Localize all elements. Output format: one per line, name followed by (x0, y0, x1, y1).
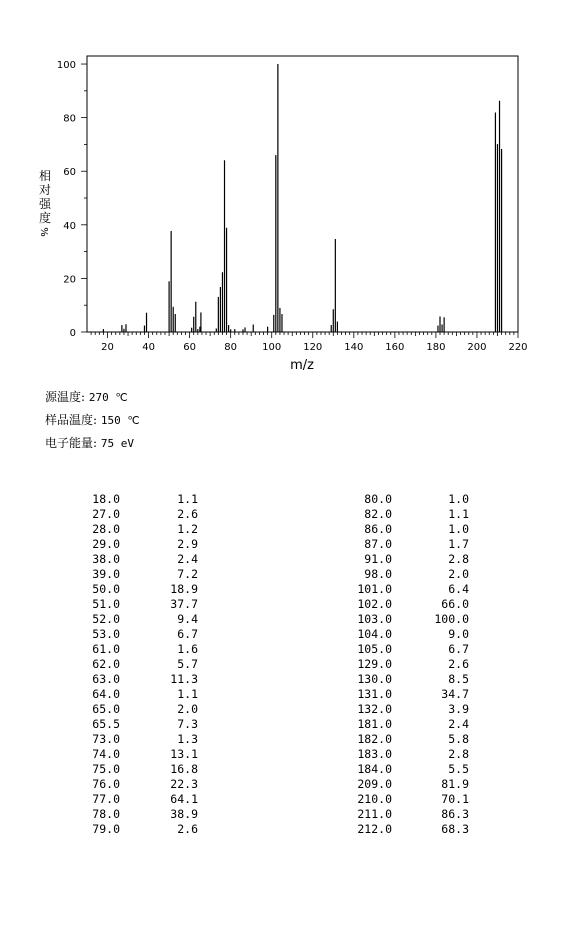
right-cell-intensity: 2.8 (448, 552, 469, 566)
right-cell-intensity: 8.5 (448, 672, 469, 686)
table-row (0, 672, 570, 687)
left-cell-mz: 52.0 (92, 612, 120, 626)
y-axis-title-char: 相 (38, 169, 52, 183)
y-axis-title-char: 强 (38, 197, 52, 211)
source-temperature-label: 源温度: (45, 390, 86, 404)
table-row (0, 537, 570, 552)
right-cell-intensity: 100.0 (434, 612, 469, 626)
table-row (0, 717, 570, 732)
left-cell-mz: 39.0 (92, 567, 120, 581)
right-cell-mz: 103.0 (357, 612, 392, 626)
y-axis-unit: % (38, 227, 49, 237)
source-temperature-value: 270 ℃ (88, 391, 128, 404)
left-cell-intensity: 18.9 (170, 582, 198, 596)
x-tick-label: 20 (101, 342, 114, 353)
y-tick-label: 80 (63, 113, 76, 125)
right-cell-mz: 91.0 (364, 552, 392, 566)
y-tick-label: 40 (63, 220, 76, 232)
left-cell-intensity: 37.7 (170, 597, 198, 611)
left-cell-intensity: 1.1 (177, 492, 198, 506)
left-cell-intensity: 38.9 (170, 807, 198, 821)
x-tick-label: 180 (426, 342, 446, 353)
right-cell-intensity: 1.1 (448, 507, 469, 521)
right-cell-mz: 101.0 (357, 582, 392, 596)
table-row (0, 492, 570, 507)
table-row (0, 777, 570, 792)
y-axis-ticks (57, 60, 87, 339)
plot-frame (87, 56, 518, 332)
table-row (0, 732, 570, 747)
left-cell-mz: 27.0 (92, 507, 120, 521)
right-cell-intensity: 86.3 (441, 807, 469, 821)
spectrum-bars (103, 64, 501, 332)
left-cell-mz: 28.0 (92, 522, 120, 536)
left-cell-intensity: 1.1 (177, 687, 198, 701)
left-cell-intensity: 2.9 (177, 537, 198, 551)
right-cell-mz: 105.0 (357, 642, 392, 656)
right-cell-mz: 181.0 (357, 717, 392, 731)
right-cell-mz: 183.0 (357, 747, 392, 761)
table-row (0, 522, 570, 537)
left-cell-intensity: 1.3 (177, 732, 198, 746)
x-axis-ticks (91, 332, 527, 353)
left-cell-mz: 64.0 (92, 687, 120, 701)
table-row (0, 582, 570, 597)
table-row (0, 762, 570, 777)
right-cell-mz: 212.0 (357, 822, 392, 836)
left-cell-mz: 76.0 (92, 777, 120, 791)
y-tick-label: 100 (56, 60, 76, 72)
right-cell-mz: 211.0 (357, 807, 392, 821)
electron-energy (45, 436, 134, 451)
y-axis-title-char: 度 (38, 211, 52, 225)
x-tick-label: 60 (183, 342, 196, 353)
left-cell-mz: 63.0 (92, 672, 120, 686)
left-cell-mz: 50.0 (92, 582, 120, 596)
right-cell-intensity: 34.7 (441, 687, 469, 701)
left-cell-mz: 65.5 (92, 717, 120, 731)
right-cell-mz: 130.0 (357, 672, 392, 686)
left-cell-intensity: 9.4 (177, 612, 198, 626)
x-tick-label: 80 (224, 342, 238, 353)
right-cell-mz: 82.0 (364, 507, 392, 521)
left-cell-mz: 79.0 (92, 822, 120, 836)
left-cell-mz: 51.0 (92, 597, 120, 611)
left-cell-mz: 53.0 (92, 627, 120, 641)
right-cell-intensity: 1.0 (448, 522, 469, 536)
left-cell-intensity: 2.6 (177, 507, 198, 521)
right-cell-mz: 87.0 (364, 537, 392, 551)
left-cell-intensity: 7.3 (177, 717, 198, 731)
table-row (0, 822, 570, 837)
right-cell-mz: 131.0 (357, 687, 392, 701)
sample-temperature-value: 150 ℃ (100, 414, 140, 427)
right-cell-mz: 104.0 (357, 627, 392, 641)
y-axis-title-char: 对 (38, 183, 52, 197)
left-cell-mz: 61.0 (92, 642, 120, 656)
table-row (0, 552, 570, 567)
left-cell-mz: 29.0 (92, 537, 120, 551)
right-cell-intensity: 9.0 (448, 627, 469, 641)
left-cell-mz: 62.0 (92, 657, 120, 671)
right-cell-mz: 184.0 (357, 762, 392, 776)
x-tick-label: 40 (142, 342, 155, 353)
right-cell-intensity: 70.1 (441, 792, 469, 806)
left-cell-intensity: 6.7 (177, 627, 198, 641)
right-cell-mz: 102.0 (357, 597, 392, 611)
mass-spectrum-chart (0, 0, 570, 380)
right-cell-intensity: 2.6 (448, 657, 469, 671)
right-cell-mz: 132.0 (357, 702, 392, 716)
right-cell-intensity: 5.5 (448, 762, 469, 776)
electron-energy-label: 电子能量: (45, 436, 98, 450)
left-cell-intensity: 2.6 (177, 822, 198, 836)
left-cell-mz: 77.0 (92, 792, 120, 806)
right-cell-mz: 80.0 (364, 492, 392, 506)
right-cell-intensity: 6.7 (448, 642, 469, 656)
x-axis-label: m/z (290, 358, 314, 373)
x-tick-label: 120 (303, 342, 323, 353)
right-cell-intensity: 1.7 (448, 537, 469, 551)
table-row (0, 657, 570, 672)
y-axis-title (38, 168, 52, 237)
right-cell-mz: 129.0 (357, 657, 392, 671)
right-cell-intensity: 68.3 (441, 822, 469, 836)
left-cell-mz: 18.0 (92, 492, 120, 506)
right-cell-mz: 209.0 (357, 777, 392, 791)
y-tick-label: 0 (69, 328, 76, 339)
table-row (0, 507, 570, 522)
table-row (0, 747, 570, 762)
table-row (0, 702, 570, 717)
right-cell-intensity: 5.8 (448, 732, 469, 746)
left-cell-mz: 75.0 (92, 762, 120, 776)
table-row (0, 642, 570, 657)
left-cell-intensity: 16.8 (170, 762, 198, 776)
table-row (0, 597, 570, 612)
left-cell-intensity: 2.4 (177, 552, 198, 566)
right-cell-mz: 98.0 (364, 567, 392, 581)
right-cell-intensity: 2.4 (448, 717, 469, 731)
left-cell-mz: 38.0 (92, 552, 120, 566)
left-cell-intensity: 1.2 (177, 522, 198, 536)
right-cell-intensity: 81.9 (441, 777, 469, 791)
left-cell-intensity: 11.3 (170, 672, 198, 686)
electron-energy-value: 75 eV (100, 437, 134, 450)
peak-table-right (0, 492, 570, 837)
y-tick-label: 20 (63, 274, 76, 286)
x-tick-label: 220 (508, 342, 528, 353)
left-cell-intensity: 22.3 (170, 777, 198, 791)
x-tick-label: 100 (262, 342, 282, 353)
right-cell-intensity: 3.9 (448, 702, 469, 716)
table-row (0, 807, 570, 822)
right-cell-intensity: 2.0 (448, 567, 469, 581)
sample-temperature-label: 样品温度: (45, 413, 98, 427)
right-cell-intensity: 66.0 (441, 597, 469, 611)
right-cell-mz: 86.0 (364, 522, 392, 536)
left-cell-mz: 73.0 (92, 732, 120, 746)
y-tick-label: 60 (63, 167, 76, 179)
left-cell-intensity: 7.2 (177, 567, 198, 581)
left-cell-intensity: 2.0 (177, 702, 198, 716)
right-cell-mz: 210.0 (357, 792, 392, 806)
right-cell-intensity: 2.8 (448, 747, 469, 761)
x-tick-label: 140 (344, 342, 364, 353)
sample-temperature (45, 413, 140, 428)
table-row (0, 687, 570, 702)
left-cell-intensity: 13.1 (170, 747, 198, 761)
x-tick-label: 160 (385, 342, 405, 353)
right-cell-intensity: 6.4 (448, 582, 469, 596)
right-cell-mz: 182.0 (357, 732, 392, 746)
left-cell-intensity: 1.6 (177, 642, 198, 656)
left-cell-mz: 65.0 (92, 702, 120, 716)
source-temperature (45, 390, 128, 405)
table-row (0, 627, 570, 642)
table-row (0, 792, 570, 807)
left-cell-mz: 78.0 (92, 807, 120, 821)
left-cell-intensity: 5.7 (177, 657, 198, 671)
left-cell-mz: 74.0 (92, 747, 120, 761)
table-row (0, 612, 570, 627)
table-row (0, 567, 570, 582)
right-cell-intensity: 1.0 (448, 492, 469, 506)
x-tick-label: 200 (467, 342, 487, 353)
left-cell-intensity: 64.1 (170, 792, 198, 806)
